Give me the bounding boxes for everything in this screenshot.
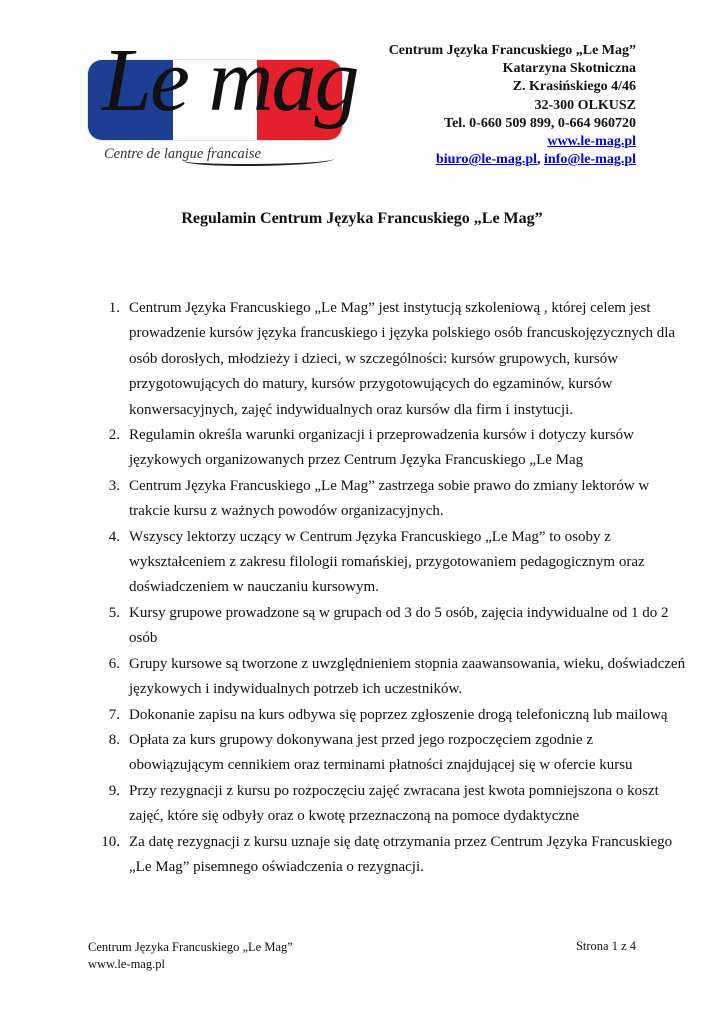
contact-city: 32-300 OLKUSZ xyxy=(534,97,636,113)
email-separator: , xyxy=(537,152,545,168)
page-number: Strona 1 z 4 xyxy=(575,939,636,953)
rule-item: Grupy kursowe są tworzone z uwzględnieniem stopnia zaawansowania, wieku, doświadczeń językowych i indywidualnych potrzeb ich uczestników. xyxy=(129,655,686,698)
rule-item: Wszyscy lektorzy uczący w Centrum Języka Francuskiego „Le Mag” to osoby z wykształceniem z zakresu filologii romańskiej, przygotowaniem pedagogicznym oraz doświadczeniem w nauczaniu kursowym. xyxy=(129,528,645,596)
contact-phone: Tel. 0-660 509 899, 0-664 960720 xyxy=(444,115,636,131)
footer-left xyxy=(88,939,293,972)
rule-item: Regulamin określa warunki organizacji i przeprowadzenia kursów i dotyczy kursów językowych organizowanych przez Centrum Języka Francuskiego „Le Mag xyxy=(129,427,634,469)
contact-org: Centrum Języka Francuskiego „Le Mag” xyxy=(388,43,636,58)
email-link-info[interactable]: info@le-mag.pl xyxy=(544,152,636,168)
rule-item: Kursy grupowe prowadzone są w grupach od 3 do 5 osób, zajęcia indywidualne od 1 do 2 osób xyxy=(129,604,669,647)
contact-street: Z. Krasińskiego 4/46 xyxy=(512,79,636,95)
contact-block xyxy=(389,42,636,169)
rule-item: Za datę rezygnacji z kursu uznaje się datę otrzymania przez Centrum Języka Francuskiego „Le Mag” pisemnego oświadczenia o rezygnacji. xyxy=(129,833,673,875)
rule-item: Opłata za kurs grupowy dokonywana jest przed jego rozpoczęciem zgodnie z obowiązującym cennikiem oraz terminami płatności znajdującej się w ofercie kursu xyxy=(129,731,633,774)
le-mag-logo xyxy=(88,31,358,170)
website-link[interactable]: www.le-mag.pl xyxy=(547,134,636,150)
email-link-biuro[interactable]: biuro@le-mag.pl xyxy=(435,152,538,168)
logo-text: Le mag xyxy=(102,31,358,130)
rule-item: Przy rezygnacji z kursu po rozpoczęciu zajęć zwracana jest kwota pomniejszona o koszt zajęć, które się odbyły oraz o kwotę przeznaczoną na pomoce dydaktyczne xyxy=(129,782,659,825)
contact-name: Katarzyna Skotniczna xyxy=(502,61,636,77)
logo-tagline: Centre de langue francaise xyxy=(104,146,261,162)
footer-website: www.le-mag.pl xyxy=(88,956,165,971)
document-title: Regulamin Centrum Języka Francuskiego „Le Mag” xyxy=(181,210,543,227)
rule-item: Centrum Języka Francuskiego „Le Mag” zastrzega sobie prawo do zmiany lektorów w trakcie kursu z ważnych powodów organizacyjnych. xyxy=(129,477,650,520)
footer-org: Centrum Języka Francuskiego „Le Mag” xyxy=(88,940,293,954)
rule-item: Centrum Języka Francuskiego „Le Mag” jest instytucją szkoleniową , której celem jest prowadzenie kursów języka francuskiego i języka polskiego osób francuskojęzycznych dla osób dorosłych, młodzieży i dzieci, w szczególności: kursów grupowych, kursów przygotowujących do matury, kursów przygotowujących do egzaminów, kursów konwersacyjnych, zajęć indywidualnych oraz kursów dla firm i instytucji. xyxy=(129,300,676,418)
rule-item: Dokonanie zapisu na kurs odbywa się poprzez zgłoszenie drogą telefoniczną lub mailową xyxy=(129,706,668,723)
rules-list xyxy=(92,296,689,880)
